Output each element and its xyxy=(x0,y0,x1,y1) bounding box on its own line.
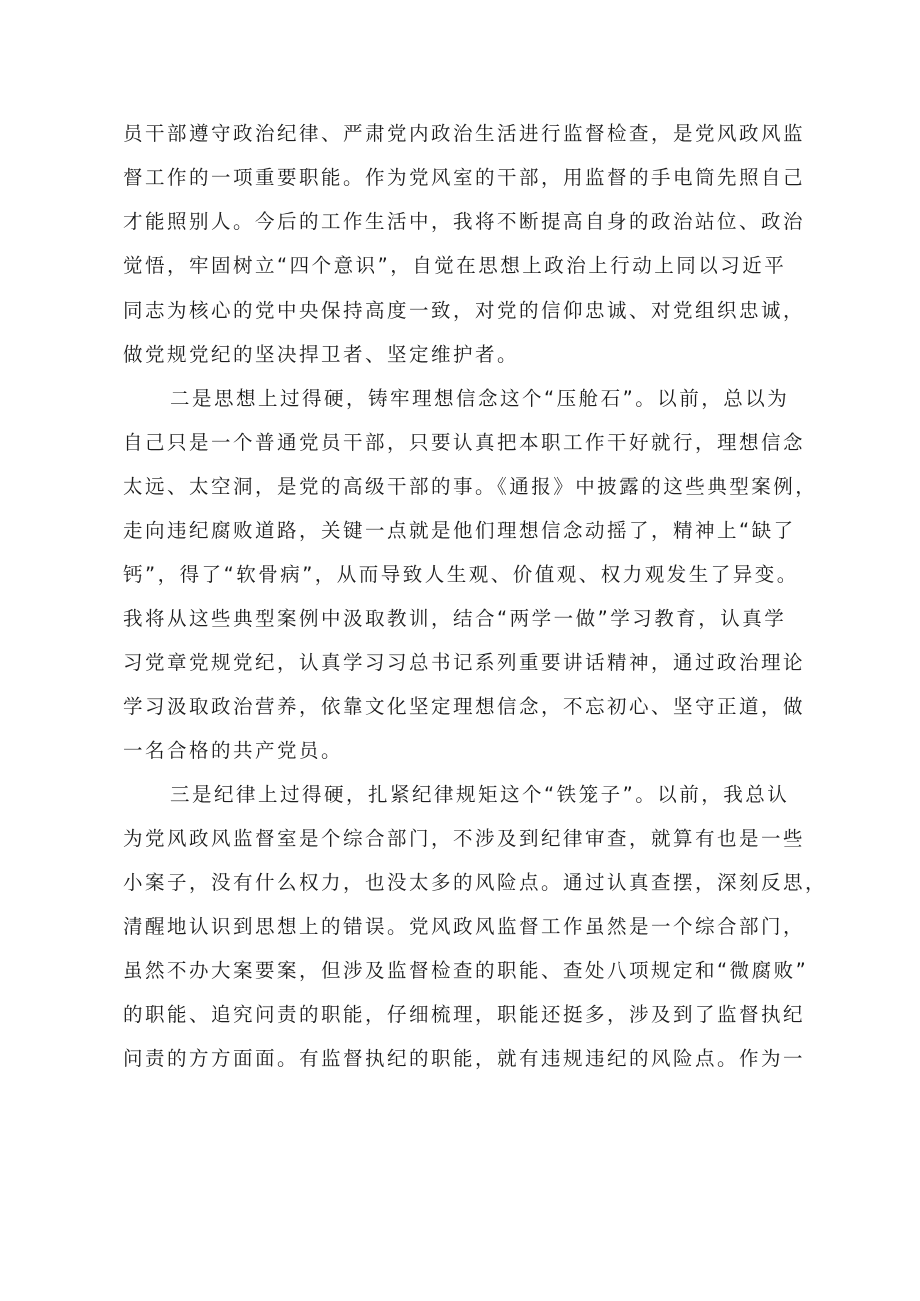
text-line: 虽然不办大案要案，但涉及监督检查的职能、查处八项规定和“微腐败” xyxy=(123,959,809,982)
text-line: 习党章党规党纪，认真学习习总书记系列重要讲话精神，通过政治理论 xyxy=(123,651,806,674)
text-line: 问责的方方面面。有监督执纪的职能，就有违规违纪的风险点。作为一 xyxy=(123,1047,806,1070)
text-line: 我将从这些典型案例中汲取教训，结合“两学一做”学习教育，认真学 xyxy=(123,607,787,630)
text-line: 二是思想上过得硬，铸牢理想信念这个“压舱石”。以前，总以为 xyxy=(170,387,790,410)
text-line: 做党规党纪的坚决捍卫者、坚定维护者。 xyxy=(123,343,520,366)
text-line: 才能照别人。今后的工作生活中，我将不断提高自身的政治站位、政治 xyxy=(123,210,806,233)
text-line: 走向违纪腐败道路，关键一点就是他们理想信念动摇了，精神上“缺了 xyxy=(123,519,796,542)
text-line: 钙”，得了“软骨病”，从而导致人生观、价值观、权力观发生了异变。 xyxy=(123,563,799,586)
text-line: 员干部遵守政治纪律、严肃党内政治生活进行监督检查，是党风政风监 xyxy=(123,122,806,145)
text-line: 太远、太空洞，是党的高级干部的事。《通报》中披露的这些典型案例， xyxy=(123,475,818,498)
text-line: 自己只是一个普通党员干部，只要认真把本职工作干好就行，理想信念 xyxy=(123,431,806,454)
text-line: 为党风政风监督室是个综合部门，不涉及到纪律审查，就算有也是一些 xyxy=(123,827,806,850)
text-line: 清醒地认识到思想上的错误。党风政风监督工作虽然是一个综合部门， xyxy=(123,915,806,938)
text-line: 三是纪律上过得硬，扎紧纪律规矩这个“铁笼子”。以前，我总认 xyxy=(170,783,790,806)
text-line: 督工作的一项重要职能。作为党风室的干部，用监督的手电筒先照自己 xyxy=(123,166,806,189)
text-line: 的职能、追究问责的职能，仔细梳理，职能还挺多，涉及到了监督执纪 xyxy=(123,1003,806,1026)
text-line: 学习汲取政治营养，依靠文化坚定理想信念，不忘初心、坚守正道，做 xyxy=(123,695,806,718)
text-line: 觉悟，牢固树立“四个意识”，自觉在思想上政治上行动上同以习近平 xyxy=(123,254,787,277)
text-line: 同志为核心的党中央保持高度一致，对党的信仰忠诚、对党组织忠诚， xyxy=(123,299,806,322)
text-line: 小案子，没有什么权力，也没太多的风险点。通过认真查摆，深刻反思， xyxy=(123,871,828,894)
text-line: 一名合格的共产党员。 xyxy=(123,739,344,762)
